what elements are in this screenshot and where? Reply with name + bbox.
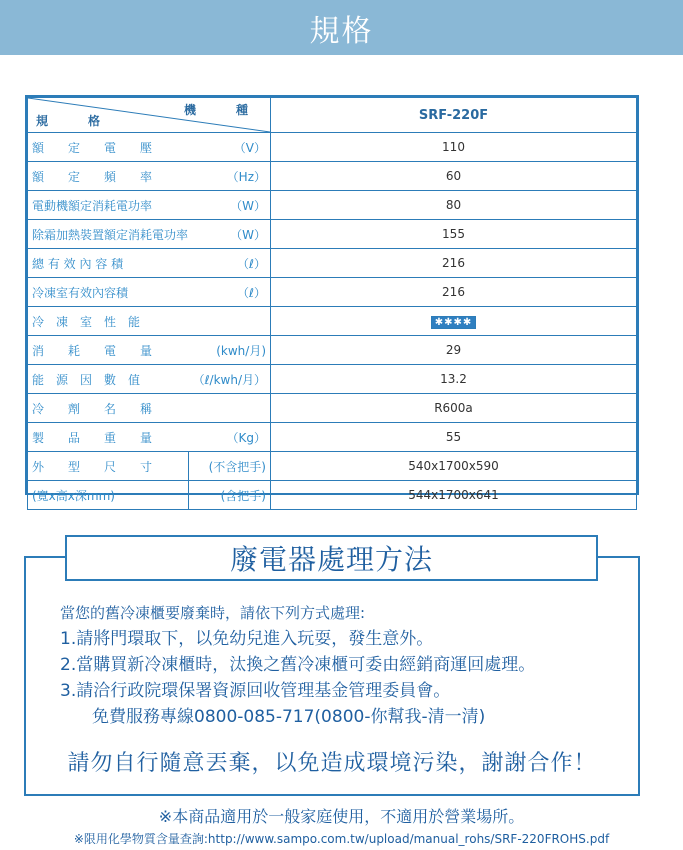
disposal-step-2: 2.當購買新冷凍櫃時，汰換之舊冷凍櫃可委由經銷商運回處理。 <box>60 655 536 675</box>
size-option: (含把手) <box>220 488 266 503</box>
row-value: 110 <box>271 133 637 162</box>
row-label: 冷凍室有效內容積 <box>32 285 129 300</box>
usage-note: ※本商品適用於一般家庭使用，不適用於營業場所。 <box>158 807 525 826</box>
row-value: 55 <box>271 423 637 452</box>
banner-title: 規格 <box>309 13 374 49</box>
row-value: 29 <box>271 336 637 365</box>
spec-row <box>28 162 637 191</box>
row-label: 冷 凍 室 性 能 <box>32 314 141 329</box>
size-sublabel: (寬x高x深mm) <box>28 481 189 510</box>
disposal-intro: 當您的舊冷凍櫃要廢棄時，請依下列方式處理: <box>60 604 366 622</box>
spec-row <box>28 133 637 162</box>
size-row-2 <box>28 481 637 510</box>
size-row-1 <box>28 452 637 481</box>
spec-row <box>28 278 637 307</box>
spec-row <box>28 249 637 278</box>
disposal-hotline: 免費服務專線0800-085-717(0800-你幫我-清一清) <box>92 707 486 727</box>
row-unit: （V） <box>233 140 266 155</box>
spec-row <box>28 220 637 249</box>
row-label: 能 源 因 數 值 <box>32 372 141 387</box>
spec-header-row <box>28 98 637 133</box>
spec-row <box>28 307 637 336</box>
disposal-step-1: 1.請將門環取下，以免幼兒進入玩耍，發生意外。 <box>60 629 434 649</box>
row-label: 額 定 頻 率 <box>32 169 153 184</box>
spec-row <box>28 365 637 394</box>
row-value: 155 <box>271 220 637 249</box>
row-value: 216 <box>271 249 637 278</box>
spec-banner <box>0 0 683 55</box>
row-label: 總 有 效 內 容 積 <box>32 256 124 271</box>
freezer-star-rating-icon: ✱✱✱✱ <box>431 316 477 329</box>
disposal-title-box <box>65 535 598 581</box>
row-label: 額 定 電 壓 <box>32 140 153 155</box>
row-unit: (kwh/月) <box>216 343 266 358</box>
row-value: 60 <box>271 162 637 191</box>
spec-row <box>28 336 637 365</box>
disposal-step-3: 3.請洽行政院環保署資源回收管理基金管理委員會。 <box>60 681 451 701</box>
row-label: 電動機額定消耗電功率 <box>32 198 153 213</box>
row-label: 製 品 重 量 <box>32 430 153 445</box>
size-value: 540x1700x590 <box>271 452 637 481</box>
disposal-title: 廢電器處理方法 <box>229 543 433 576</box>
disposal-closing: 請勿自行隨意丟棄，以免造成環境污染，謝謝合作！ <box>67 751 597 776</box>
row-value: R600a <box>271 394 637 423</box>
size-value: 544x1700x641 <box>271 481 637 510</box>
row-unit: （ℓ/kwh/月） <box>192 372 266 387</box>
spec-row <box>28 394 637 423</box>
size-option: (不含把手) <box>208 459 266 474</box>
row-label: 除霜加熱裝置額定消耗電功率 <box>32 227 189 242</box>
spec-table <box>25 95 639 503</box>
row-unit: （Kg） <box>226 430 266 445</box>
row-label: 冷 劑 名 稱 <box>32 401 153 416</box>
row-unit: （Hz） <box>226 169 266 184</box>
spec-row <box>28 423 637 452</box>
row-unit: （ℓ） <box>237 256 266 271</box>
row-label: 消 耗 電 量 <box>32 343 153 358</box>
chemical-note: ※限用化學物質含量查詢:http://www.sampo.com.tw/upload/manual_rohs/SRF-220FROHS.pdf <box>73 832 610 846</box>
size-label: 外 型 尺 寸 <box>28 452 189 481</box>
row-unit: （W） <box>230 227 266 242</box>
row-unit: （ℓ） <box>237 285 266 300</box>
header-spec-label: 規 格 <box>36 114 115 128</box>
row-value: 216 <box>271 278 637 307</box>
row-value: 13.2 <box>271 365 637 394</box>
disposal-instructions <box>60 600 620 730</box>
row-unit: （W） <box>230 198 266 213</box>
header-model-label: 機 種 <box>183 103 262 117</box>
row-value: 80 <box>271 191 637 220</box>
spec-header-diagonal <box>28 98 271 133</box>
model-name: SRF-220F <box>271 98 637 133</box>
spec-row <box>28 191 637 220</box>
